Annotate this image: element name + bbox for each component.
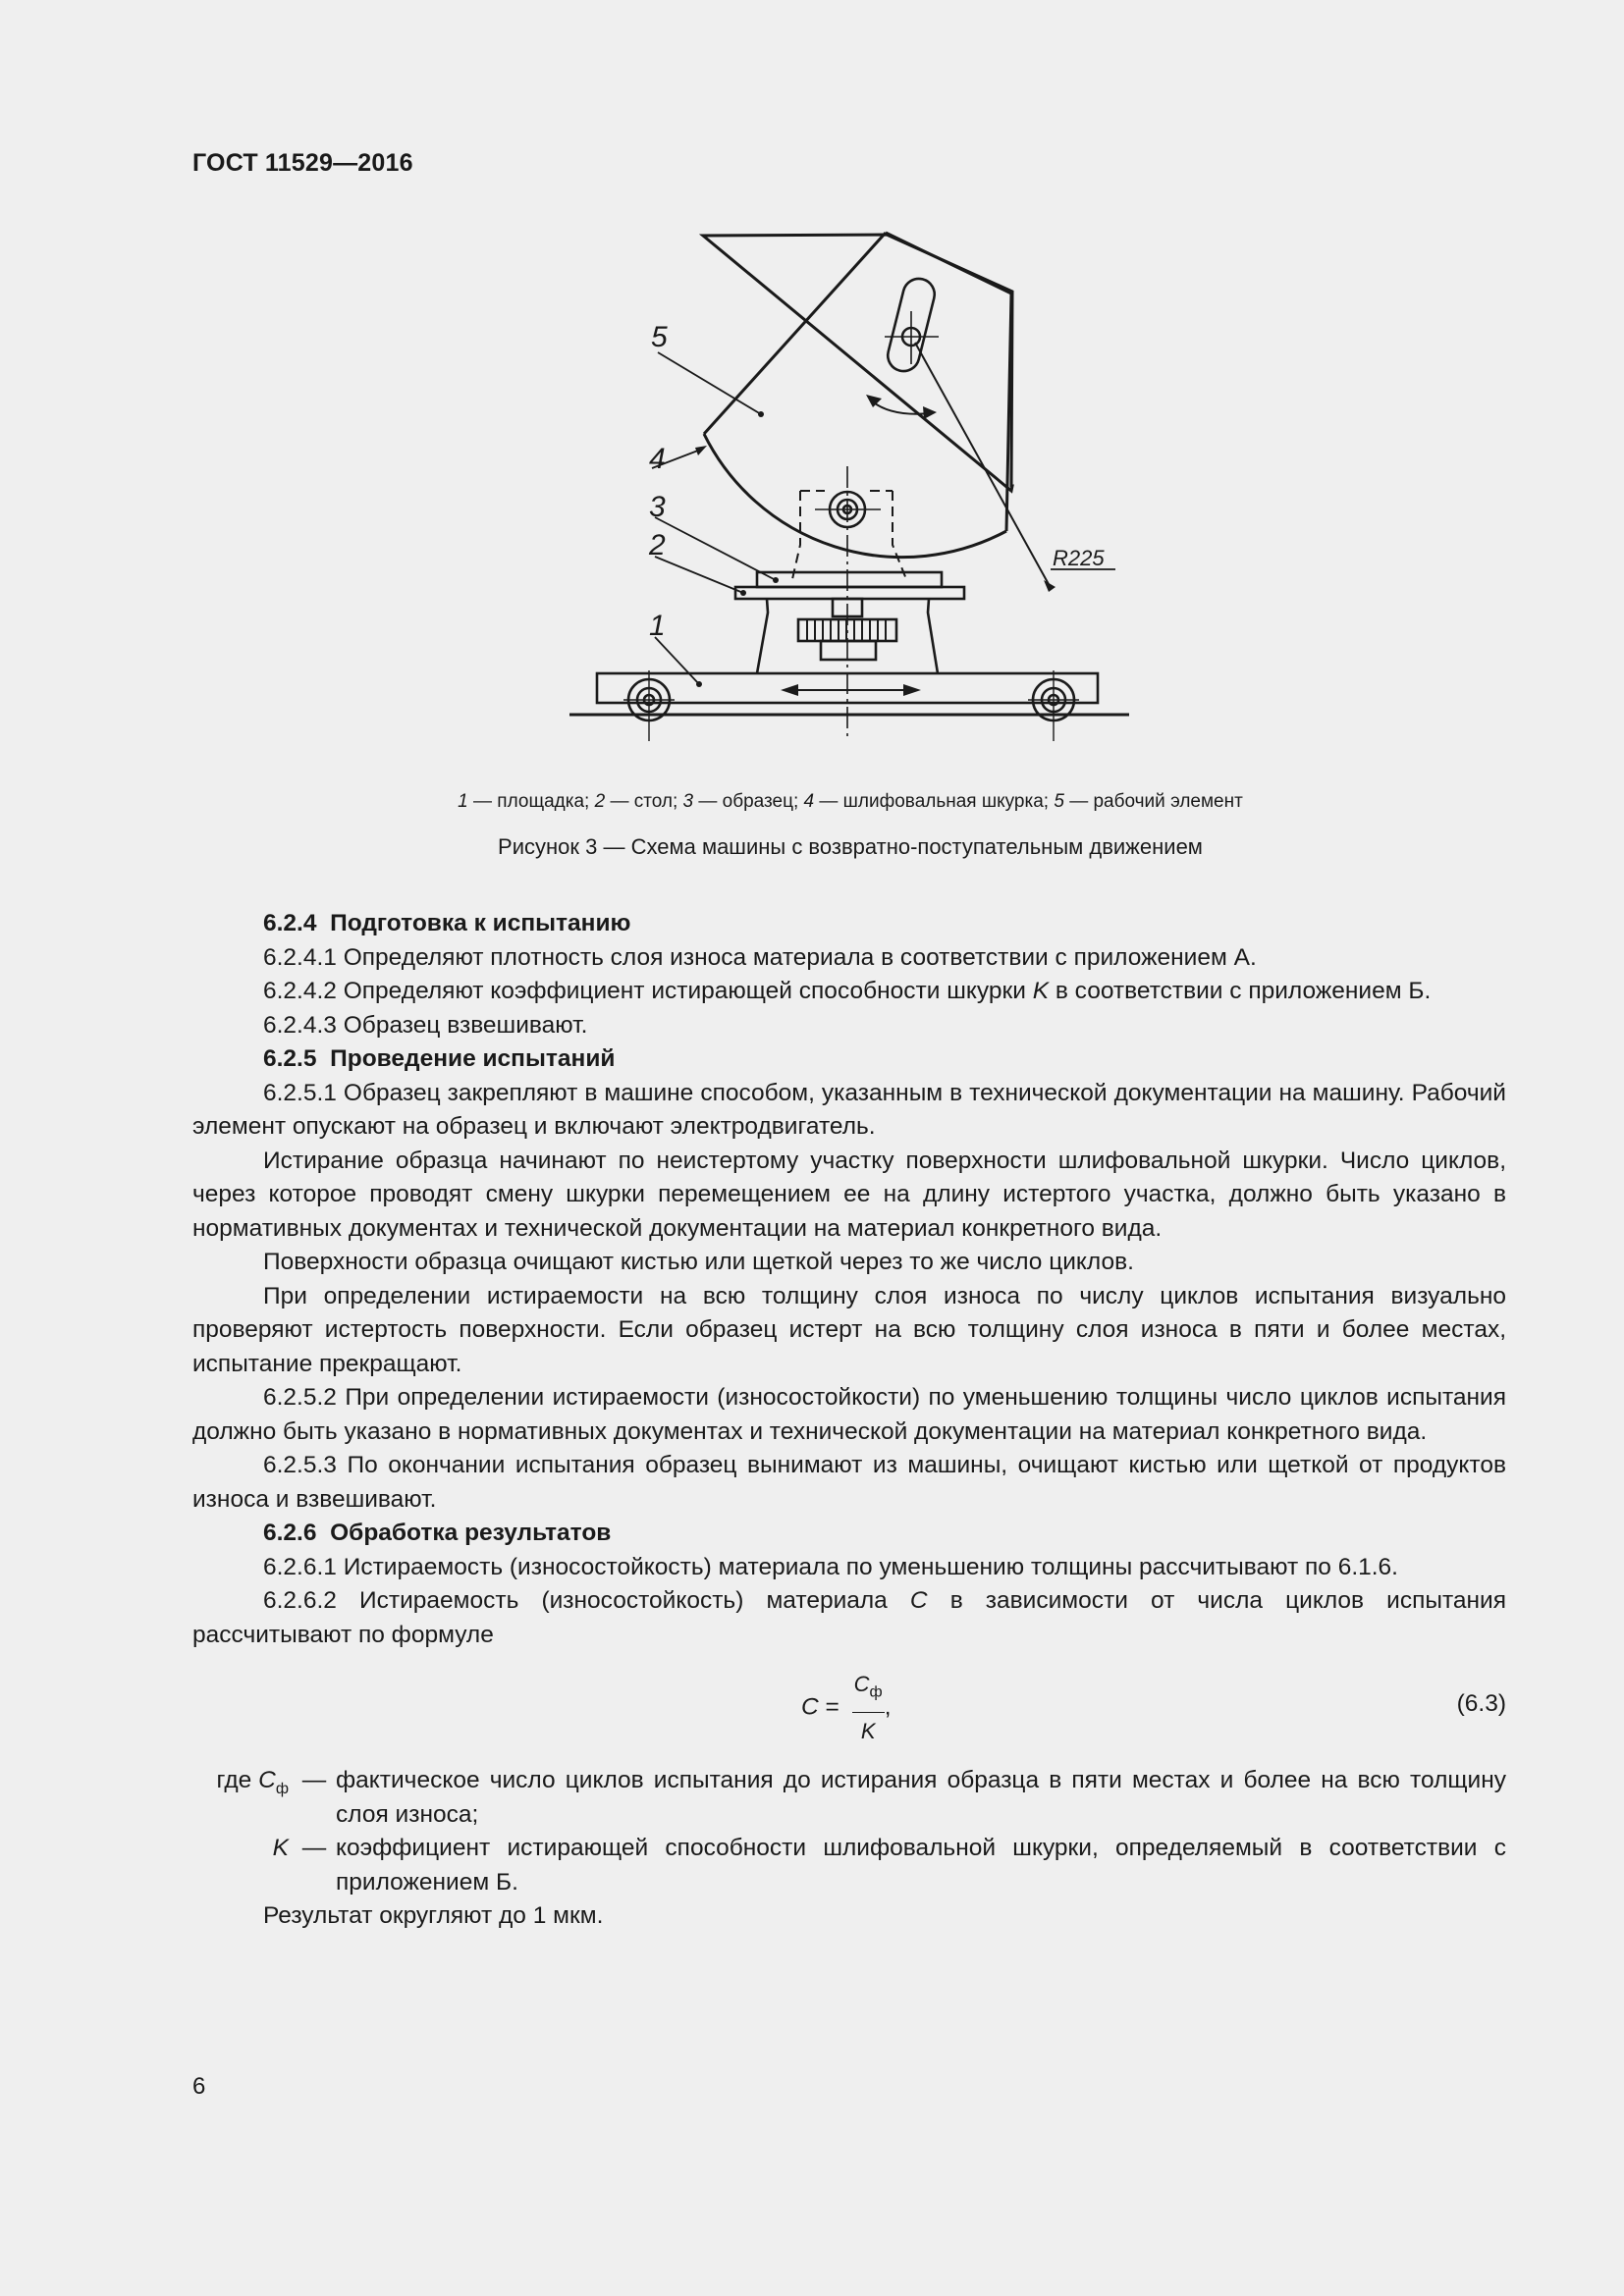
formula-number: (6.3) xyxy=(1456,1690,1506,1717)
paragraph: 6.2.4.3 Образец взвешивают. xyxy=(263,1011,588,1039)
paragraph: 6.2.5.2 При определении истираемости (износостойкости) по уменьшению толщины число циклов испытания должно быть указано в нормативных документах и технической документации на материал конкретного вида. xyxy=(192,1384,1506,1445)
where-definition: фактическое число циклов испытания до истирания образца в пяти местах и более на всю толщину слоя износа; xyxy=(336,1767,1506,1828)
legend-num: 1 xyxy=(458,791,468,812)
machine-schematic-figure xyxy=(550,221,1139,761)
leader-5 xyxy=(658,352,761,414)
figure-legend xyxy=(192,791,1508,813)
paragraph: При определении истираемости на всю толщину слоя износа по числу циклов испытания визуально проверяют истертость поверхности. Если образец истерт на всю толщину слоя износа в пяти и более местах, испытание прекращают. xyxy=(192,1282,1506,1377)
standard-header: ГОСТ 11529—2016 xyxy=(192,149,413,177)
swing-arrow xyxy=(870,400,931,414)
section-heading-6-2-6: 6.2.6 Обработка результатов xyxy=(263,1520,612,1546)
variable-definitions: где $C_ф$ — фактическое число циклов испытания до истирания образца в пяти местах и более на всю толщину слоя износа; K — коэффициент истирающей способности шлифовальной шкурки, определяемый в соответствии с приложением Б. xyxy=(192,1764,1506,1899)
section-heading-6-2-5: 6.2.5 Проведение испытаний xyxy=(263,1045,616,1072)
abrasive-arc xyxy=(704,434,1006,558)
legend-num: 3 xyxy=(682,791,694,812)
legend-text: — стол; xyxy=(605,791,683,812)
legend-text: — рабочий элемент xyxy=(1063,791,1243,812)
holder-dashed-right xyxy=(893,491,906,579)
where-definition: коэффициент истирающей способности шлифовальной шкурки, определяемый в соответствии с приложением Б. xyxy=(336,1835,1506,1896)
radius-label: R225 xyxy=(1053,546,1105,570)
working-element-edges xyxy=(886,233,1011,531)
paragraph: 6.2.5.3 По окончании испытания образец вынимают из машины, очищают кистью или щеткой от продуктов износа и взвешивают. xyxy=(192,1452,1506,1513)
legend-text: — шлифовальная шкурка; xyxy=(814,791,1055,812)
legend-num: 4 xyxy=(803,791,815,812)
body-text xyxy=(192,907,1506,1934)
leader-3 xyxy=(655,517,776,580)
gear-shaft xyxy=(821,641,876,660)
figure-caption: Рисунок 3 — Схема машины с возвратно-поступательным движением xyxy=(498,834,1203,859)
paragraph: 6.2.6.1 Истираемость (износостойкость) материала по уменьшению толщины рассчитывают по 6.1.6. xyxy=(263,1553,1398,1580)
callout-3: 3 xyxy=(649,491,666,523)
where-symbol: где $C_ф$ xyxy=(216,1767,289,1797)
callout-1: 1 xyxy=(649,610,666,642)
callout-5: 5 xyxy=(651,321,668,353)
machine-schematic-drawing xyxy=(550,221,1139,761)
legend-text: — образец; xyxy=(693,791,804,812)
paragraph: 6.2.4.2 Определяют коэффициент истирающей способности шкурки K в соответствии с приложением Б. xyxy=(263,978,1432,1004)
legend-num: 5 xyxy=(1054,791,1064,812)
table-2 xyxy=(735,587,964,599)
formula-6-3 xyxy=(192,1658,1506,1758)
callout-2: 2 xyxy=(649,529,666,561)
formula-expression: C = $\frac{C_ф}{K}$ , xyxy=(801,1668,892,1748)
legend-num: 2 xyxy=(594,791,606,812)
callout-4: 4 xyxy=(649,443,666,475)
sample-3 xyxy=(757,572,942,587)
result-rounding-note: Результат округляют до 1 мкм. xyxy=(263,1902,604,1929)
page-number: 6 xyxy=(192,2073,206,2100)
section-heading-6-2-4: 6.2.4 Подготовка к испытанию xyxy=(263,910,631,936)
stand-left xyxy=(757,599,768,673)
radius-line xyxy=(915,343,1050,586)
stand-right xyxy=(928,599,938,673)
paragraph: 6.2.6.2 Истираемость (износостойкость) материала C в зависимости от числа циклов испытания рассчитывают по формуле xyxy=(192,1587,1506,1648)
holder-dashed-left xyxy=(792,491,800,579)
where-symbol: K xyxy=(272,1835,289,1861)
paragraph: 6.2.5.1 Образец закрепляют в машине способом, указанным в технической документации на машину. Рабочий элемент опускают на образец и включают электродвигатель. xyxy=(192,1079,1506,1140)
paragraph: Поверхности образца очищают кистью или щеткой через то же число циклов. xyxy=(263,1249,1134,1275)
leader-1 xyxy=(655,637,699,684)
legend-text: — площадка; xyxy=(467,791,595,812)
leader-2 xyxy=(655,557,743,593)
paragraph: Истирание образца начинают по неистертому участку поверхности шлифовальной шкурки. Число циклов, через которое проводят смену шкурки перемещением ее на длину истертого участка, должно быть указано в нормативных документах и технической документации на материал конкретного вида. xyxy=(192,1147,1506,1242)
paragraph: 6.2.4.1 Определяют плотность слоя износа материала в соответствии с приложением А. xyxy=(263,943,1257,971)
